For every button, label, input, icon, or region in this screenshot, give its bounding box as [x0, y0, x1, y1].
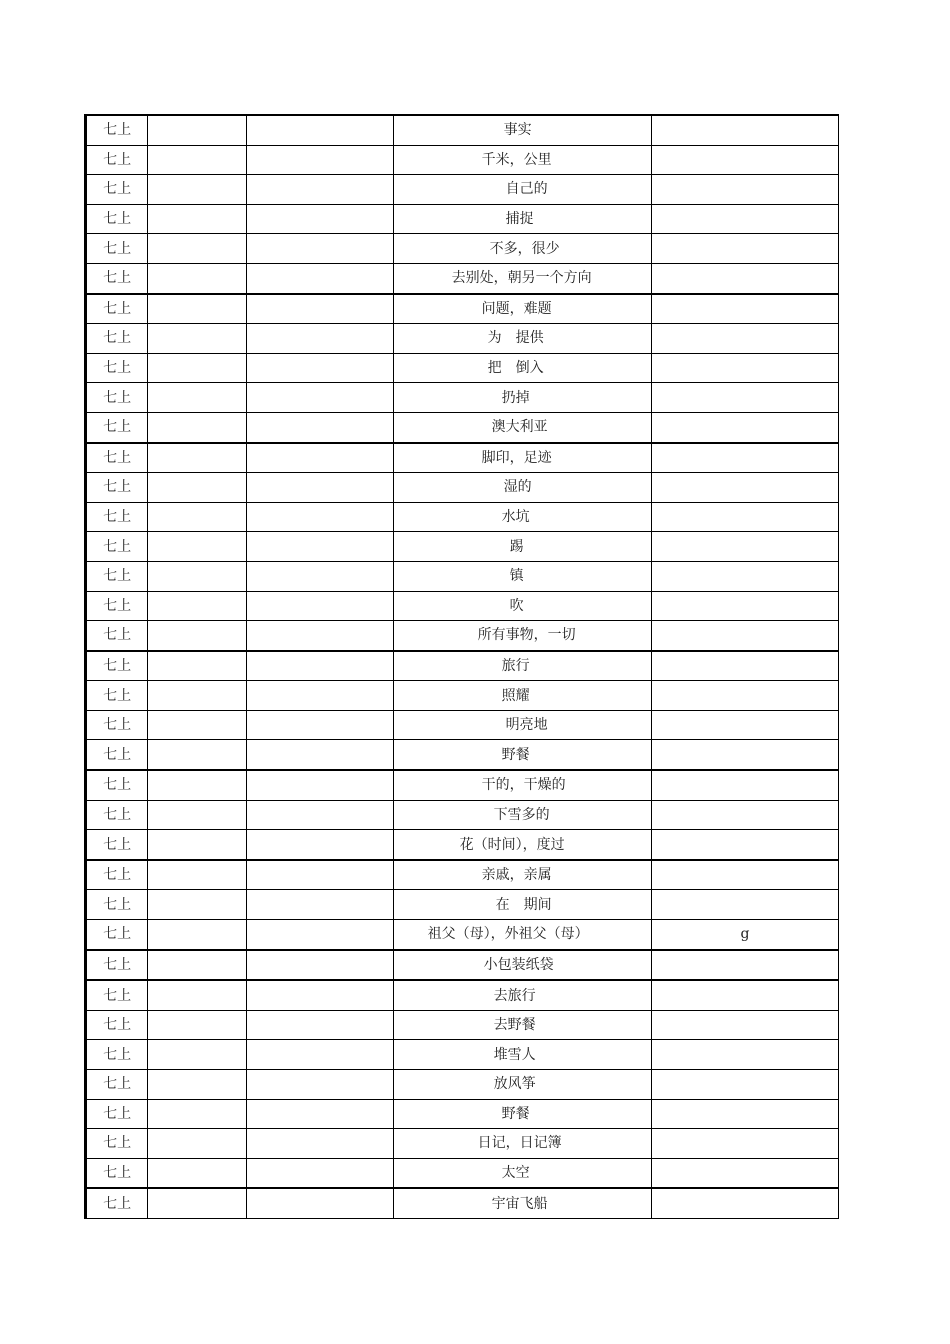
- blank-cell-c: [246, 175, 393, 205]
- blank-cell-c: [246, 1188, 393, 1218]
- table-row: [86, 115, 839, 145]
- blank-cell-b: [148, 651, 247, 681]
- grade-cell: 七上: [86, 591, 148, 621]
- table-row: [86, 443, 839, 473]
- meaning-text: 野餐: [501, 746, 530, 763]
- table-row: [86, 1188, 839, 1218]
- note-cell: [651, 950, 838, 981]
- meaning-cell: [393, 443, 651, 473]
- meaning-text: 在 期间: [495, 896, 552, 913]
- meaning-text: 事实: [503, 122, 532, 139]
- meaning-text: 放风筝: [493, 1076, 536, 1093]
- blank-cell-c: [246, 1129, 393, 1159]
- meaning-cell: [393, 830, 651, 860]
- table-row: [86, 950, 839, 981]
- blank-cell-b: [148, 681, 247, 711]
- blank-cell-b: [148, 204, 247, 234]
- note-cell: [651, 175, 838, 205]
- note-cell: [651, 1158, 838, 1188]
- meaning-text: 明亮地: [505, 717, 548, 734]
- note-cell: [651, 1188, 838, 1218]
- blank-cell-b: [148, 502, 247, 532]
- table-row: [86, 324, 839, 354]
- table-row: [86, 1158, 839, 1188]
- blank-cell-b: [148, 532, 247, 562]
- table-row: [86, 532, 839, 562]
- blank-cell-b: [148, 860, 247, 890]
- note-cell: [651, 145, 838, 175]
- note-cell: [651, 710, 838, 740]
- note-cell: [651, 591, 838, 621]
- meaning-cell: [393, 1188, 651, 1218]
- table-row: [86, 353, 839, 383]
- meaning-text: 水坑: [501, 509, 530, 526]
- blank-cell-b: [148, 621, 247, 651]
- meaning-cell: [393, 770, 651, 800]
- blank-cell-c: [246, 443, 393, 473]
- grade-cell: 七上: [86, 263, 148, 293]
- meaning-text: 下雪多的: [493, 806, 550, 823]
- blank-cell-b: [148, 1040, 247, 1070]
- blank-cell-b: [148, 324, 247, 354]
- blank-cell-c: [246, 591, 393, 621]
- blank-cell-b: [148, 561, 247, 591]
- blank-cell-c: [246, 145, 393, 175]
- table-body: [86, 115, 839, 1218]
- grade-cell: 七上: [86, 950, 148, 981]
- meaning-cell: [393, 890, 651, 920]
- grade-cell: 七上: [86, 175, 148, 205]
- blank-cell-b: [148, 1010, 247, 1040]
- meaning-cell: [393, 1158, 651, 1188]
- meaning-cell: [393, 145, 651, 175]
- note-cell: [651, 532, 838, 562]
- meaning-text: 吹: [509, 597, 524, 614]
- table-row: [86, 920, 839, 950]
- blank-cell-c: [246, 263, 393, 293]
- blank-cell-c: [246, 502, 393, 532]
- blank-cell-c: [246, 890, 393, 920]
- meaning-text: 把 倒入: [487, 360, 544, 377]
- blank-cell-c: [246, 294, 393, 324]
- meaning-cell: [393, 502, 651, 532]
- blank-cell-b: [148, 710, 247, 740]
- meaning-cell: [393, 532, 651, 562]
- blank-cell-b: [148, 1070, 247, 1100]
- note-cell: [651, 294, 838, 324]
- table-row: [86, 294, 839, 324]
- meaning-text: 照耀: [501, 687, 530, 704]
- grade-cell: 七上: [86, 1188, 148, 1218]
- note-cell: [651, 681, 838, 711]
- meaning-cell: [393, 1040, 651, 1070]
- table-row: [86, 263, 839, 293]
- table-row: [86, 591, 839, 621]
- grade-cell: 七上: [86, 1158, 148, 1188]
- blank-cell-c: [246, 204, 393, 234]
- table-row: [86, 234, 839, 264]
- blank-cell-b: [148, 353, 247, 383]
- blank-cell-c: [246, 710, 393, 740]
- meaning-cell: [393, 710, 651, 740]
- blank-cell-c: [246, 115, 393, 145]
- blank-cell-c: [246, 800, 393, 830]
- blank-cell-b: [148, 830, 247, 860]
- meaning-text: 脚印，足迹: [481, 449, 552, 466]
- table-row: [86, 980, 839, 1010]
- meaning-text: 问题，难题: [481, 300, 552, 317]
- meaning-cell: [393, 561, 651, 591]
- grade-cell: 七上: [86, 651, 148, 681]
- note-cell: g: [651, 920, 838, 950]
- meaning-cell: [393, 1129, 651, 1159]
- meaning-cell: [393, 980, 651, 1010]
- grade-cell: 七上: [86, 324, 148, 354]
- note-cell: [651, 234, 838, 264]
- grade-cell: 七上: [86, 890, 148, 920]
- blank-cell-b: [148, 740, 247, 770]
- meaning-cell: [393, 234, 651, 264]
- meaning-text: 湿的: [503, 479, 532, 496]
- note-cell: [651, 740, 838, 770]
- grade-cell: 七上: [86, 830, 148, 860]
- blank-cell-c: [246, 860, 393, 890]
- blank-cell-c: [246, 1070, 393, 1100]
- blank-cell-b: [148, 115, 247, 145]
- note-cell: [651, 473, 838, 503]
- note-cell: [651, 1040, 838, 1070]
- blank-cell-c: [246, 473, 393, 503]
- meaning-cell: [393, 1010, 651, 1040]
- grade-cell: 七上: [86, 412, 148, 442]
- meaning-text: 千米，公里: [481, 151, 552, 168]
- meaning-cell: [393, 473, 651, 503]
- blank-cell-b: [148, 1158, 247, 1188]
- grade-cell: 七上: [86, 532, 148, 562]
- meaning-text: 澳大利亚: [491, 419, 548, 436]
- table-row: [86, 770, 839, 800]
- meaning-cell: [393, 204, 651, 234]
- table-row: [86, 1129, 839, 1159]
- grade-cell: 七上: [86, 681, 148, 711]
- blank-cell-c: [246, 1099, 393, 1129]
- note-cell: [651, 324, 838, 354]
- grade-cell: 七上: [86, 353, 148, 383]
- blank-cell-b: [148, 263, 247, 293]
- table-row: [86, 145, 839, 175]
- blank-cell-b: [148, 1099, 247, 1129]
- grade-cell: 七上: [86, 561, 148, 591]
- meaning-cell: [393, 383, 651, 413]
- note-cell: [651, 412, 838, 442]
- blank-cell-b: [148, 443, 247, 473]
- blank-cell-b: [148, 920, 247, 950]
- meaning-text: 镇: [509, 568, 524, 585]
- blank-cell-c: [246, 621, 393, 651]
- table-row: [86, 830, 839, 860]
- blank-cell-b: [148, 294, 247, 324]
- table-row: [86, 204, 839, 234]
- meaning-text: 干的，干燥的: [481, 777, 566, 794]
- blank-cell-c: [246, 324, 393, 354]
- blank-cell-c: [246, 412, 393, 442]
- table-row: [86, 175, 839, 205]
- table-row: [86, 473, 839, 503]
- note-cell: [651, 1010, 838, 1040]
- blank-cell-b: [148, 234, 247, 264]
- grade-cell: 七上: [86, 710, 148, 740]
- meaning-text: 捕捉: [505, 211, 534, 228]
- meaning-text: 为 提供: [487, 330, 544, 347]
- meaning-text: 祖父（母），外祖父（母）: [427, 926, 589, 943]
- meaning-text: 亲戚，亲属: [481, 867, 552, 884]
- meaning-text: 去旅行: [493, 987, 536, 1004]
- grade-cell: 七上: [86, 770, 148, 800]
- table-row: [86, 1040, 839, 1070]
- grade-cell: 七上: [86, 204, 148, 234]
- blank-cell-c: [246, 681, 393, 711]
- grade-cell: 七上: [86, 1070, 148, 1100]
- table-row: [86, 502, 839, 532]
- blank-cell-b: [148, 800, 247, 830]
- blank-cell-c: [246, 383, 393, 413]
- note-cell: [651, 830, 838, 860]
- meaning-text: 踢: [509, 538, 524, 555]
- meaning-cell: [393, 1070, 651, 1100]
- table-row: [86, 1070, 839, 1100]
- meaning-cell: [393, 175, 651, 205]
- note-cell: [651, 204, 838, 234]
- note-cell: [651, 1099, 838, 1129]
- blank-cell-b: [148, 770, 247, 800]
- meaning-text: 所有事物，一切: [477, 627, 576, 644]
- grade-cell: 七上: [86, 621, 148, 651]
- note-cell: [651, 651, 838, 681]
- note-cell: [651, 1129, 838, 1159]
- blank-cell-c: [246, 1040, 393, 1070]
- blank-cell-c: [246, 980, 393, 1010]
- meaning-text: 太空: [501, 1165, 530, 1182]
- table-row: [86, 710, 839, 740]
- blank-cell-b: [148, 591, 247, 621]
- table-row: [86, 860, 839, 890]
- meaning-text: 旅行: [501, 657, 530, 674]
- table-row: [86, 800, 839, 830]
- table-row: [86, 681, 839, 711]
- blank-cell-c: [246, 950, 393, 981]
- grade-cell: 七上: [86, 800, 148, 830]
- note-cell: [651, 980, 838, 1010]
- grade-cell: 七上: [86, 740, 148, 770]
- meaning-cell: [393, 115, 651, 145]
- grade-cell: 七上: [86, 1129, 148, 1159]
- blank-cell-c: [246, 234, 393, 264]
- meaning-cell: [393, 263, 651, 293]
- note-cell: [651, 770, 838, 800]
- meaning-cell: [393, 800, 651, 830]
- table-row: [86, 561, 839, 591]
- grade-cell: 七上: [86, 980, 148, 1010]
- blank-cell-c: [246, 353, 393, 383]
- meaning-cell: [393, 860, 651, 890]
- blank-cell-c: [246, 561, 393, 591]
- meaning-text: 不多，很少: [489, 240, 560, 257]
- table-row: [86, 412, 839, 442]
- blank-cell-b: [148, 1188, 247, 1218]
- blank-cell-b: [148, 383, 247, 413]
- note-cell: [651, 502, 838, 532]
- vocabulary-table: [84, 114, 839, 1219]
- blank-cell-b: [148, 890, 247, 920]
- blank-cell-c: [246, 651, 393, 681]
- table-row: [86, 1010, 839, 1040]
- meaning-text: 堆雪人: [493, 1046, 536, 1063]
- note-cell: [651, 115, 838, 145]
- note-cell: [651, 443, 838, 473]
- meaning-cell: [393, 412, 651, 442]
- meaning-cell: [393, 681, 651, 711]
- meaning-cell: [393, 294, 651, 324]
- note-cell: [651, 383, 838, 413]
- grade-cell: 七上: [86, 1099, 148, 1129]
- meaning-cell: [393, 621, 651, 651]
- grade-cell: 七上: [86, 145, 148, 175]
- blank-cell-b: [148, 145, 247, 175]
- meaning-cell: [393, 920, 651, 950]
- meaning-text: 自己的: [505, 181, 548, 198]
- grade-cell: 七上: [86, 473, 148, 503]
- note-cell: [651, 800, 838, 830]
- grade-cell: 七上: [86, 443, 148, 473]
- note-cell: [651, 890, 838, 920]
- meaning-cell: [393, 651, 651, 681]
- grade-cell: 七上: [86, 115, 148, 145]
- note-cell: [651, 1070, 838, 1100]
- grade-cell: 七上: [86, 920, 148, 950]
- meaning-text: 去野餐: [493, 1017, 536, 1034]
- meaning-text: 宇宙飞船: [491, 1195, 548, 1212]
- meaning-text: 去别处，朝另一个方向: [451, 270, 592, 287]
- meaning-text: 扔掉: [501, 389, 530, 406]
- note-cell: [651, 561, 838, 591]
- note-cell: [651, 353, 838, 383]
- meaning-text: 小包装纸袋: [483, 956, 554, 973]
- blank-cell-b: [148, 950, 247, 981]
- table-row: [86, 383, 839, 413]
- blank-cell-c: [246, 1010, 393, 1040]
- blank-cell-b: [148, 980, 247, 1010]
- table-row: [86, 890, 839, 920]
- note-cell: [651, 860, 838, 890]
- meaning-cell: [393, 353, 651, 383]
- blank-cell-c: [246, 830, 393, 860]
- meaning-cell: [393, 740, 651, 770]
- meaning-cell: [393, 591, 651, 621]
- note-cell: [651, 621, 838, 651]
- blank-cell-c: [246, 740, 393, 770]
- note-cell: [651, 263, 838, 293]
- grade-cell: 七上: [86, 502, 148, 532]
- table-row: [86, 621, 839, 651]
- grade-cell: 七上: [86, 860, 148, 890]
- blank-cell-b: [148, 175, 247, 205]
- grade-cell: 七上: [86, 383, 148, 413]
- blank-cell-b: [148, 412, 247, 442]
- meaning-cell: [393, 1099, 651, 1129]
- grade-cell: 七上: [86, 1010, 148, 1040]
- meaning-cell: [393, 324, 651, 354]
- grade-cell: 七上: [86, 234, 148, 264]
- meaning-cell: [393, 950, 651, 981]
- blank-cell-c: [246, 920, 393, 950]
- table-row: [86, 740, 839, 770]
- blank-cell-c: [246, 532, 393, 562]
- meaning-text: 花（时间），度过: [459, 836, 565, 853]
- meaning-text: 野餐: [501, 1105, 530, 1122]
- blank-cell-b: [148, 1129, 247, 1159]
- grade-cell: 七上: [86, 1040, 148, 1070]
- table-row: [86, 651, 839, 681]
- blank-cell-b: [148, 473, 247, 503]
- table-row: [86, 1099, 839, 1129]
- blank-cell-c: [246, 1158, 393, 1188]
- meaning-text: 日记，日记簿: [477, 1135, 562, 1152]
- blank-cell-c: [246, 770, 393, 800]
- grade-cell: 七上: [86, 294, 148, 324]
